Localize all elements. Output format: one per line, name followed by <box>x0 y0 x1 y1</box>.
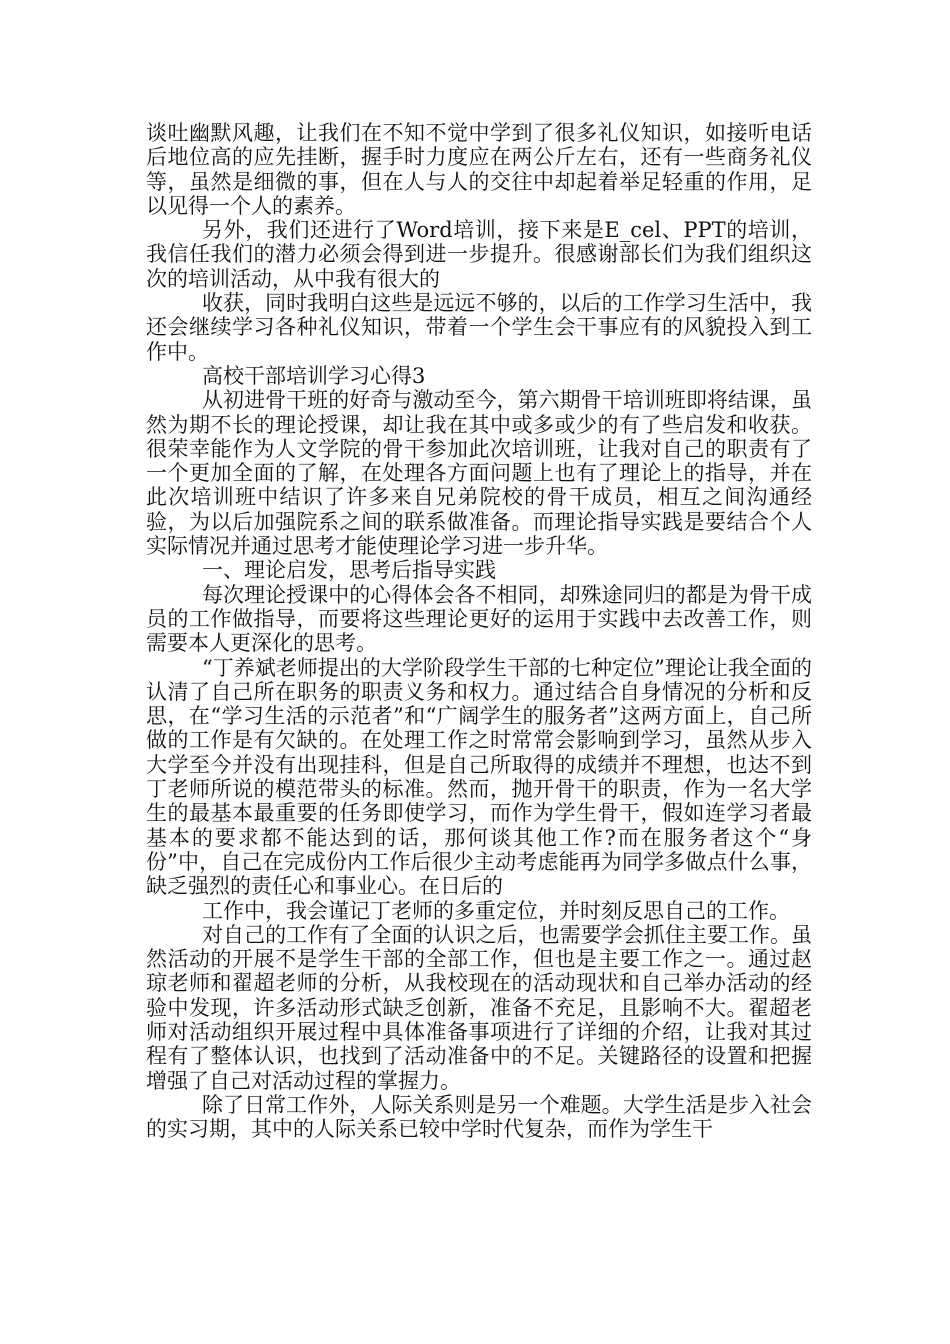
paragraph: 从初进骨干班的好奇与激动至今，第六期骨干培训班即将结课，虽然为期不长的理论授课，却让我在其中或多或少的有了些启发和收获。很荣幸能作为人文学院的骨干参加此次培训班，让我对自己的职责有了一个更加全面的了解，在处理各方面问题上也有了理论上的指导，并在此次培训班中结识了许多来自兄弟院校的骨干成员，相互之间沟通经验，为以后加强院系之间的联系做准备。而理论指导实践是要结合个人实际情况并通过思考才能使理论学习进一步升华。 <box>146 388 812 559</box>
paragraph: 除了日常工作外，人际关系则是另一个难题。大学生活是步入社会的实习期，其中的人际关系已较中学时代复杂，而作为学生干 <box>146 1092 812 1142</box>
section-heading: 高校干部培训学习心得3 <box>202 363 426 388</box>
paragraph: 谈吐幽默风趣，让我们在不知不觉中学到了很多礼仪知识，如接听电话后地位高的应先挂断，握手时力度应在两公斤左右，还有一些商务礼仪等，虽然是细微的事，但在人与人的交往中却起着举足轻重的作用，足以见得一个人的素养。 <box>146 121 812 218</box>
subsection-heading: 一、理论启发，思考后指导实践 <box>202 558 496 583</box>
paragraph: “丁养斌老师提出的大学阶段学生干部的七种定位”理论让我全面的认清了自己所在职务的职责义务和权力。通过结合自身情况的分析和反思，在“学习生活的示范者”和“广阔学生的服务者”这两方面上，自己所做的工作是有欠缺的。在处理工作之时常常会影响到学习，虽然从步入大学至今并没有出现挂科，但是自己所取得的成绩并不理想，也达不到丁老师所说的模范带头的标准。然而，抛开骨干的职责，作为一名大学生的最基本最重要的任务即使学习，而作为学生骨干，假如连学习者最基本的要求都不能达到的话，那何谈其他工作?而在服务者这个“身份”中，自己在完成份内工作后很少主动考虑能再为同学多做点什么事，缺乏强烈的责任心和事业心。在日后的 <box>146 655 812 899</box>
paragraph: 每次理论授课中的心得体会各不相同，却殊途同归的都是为骨干成员的工作做指导，而要将这些理论更好的运用于实践中去改善工作，则需要本人更深化的思考。 <box>146 582 812 656</box>
paragraph: 另外，我们还进行了Word培训，接下来是E_cel、PPT的培训，我信任我们的潜力必须会得到进一步提升。很感谢部长们为我们组织这次的培训活动，从中我有很大的 <box>146 218 812 291</box>
paragraph: 对自己的工作有了全面的认识之后，也需要学会抓住主要工作。虽然活动的开展不是学生干部的全部工作，但也是主要工作之一。通过赵琼老师和翟超老师的分析，从我校现在的活动现状和自己举办活动的经验中发现，许多活动形式缺乏创新，准备不充足，且影响不大。翟超老师对活动组织开展过程中具体准备事项进行了详细的介绍，让我对其过程有了整体认识，也找到了活动准备中的不足。关键路径的设置和把握增强了自己对活动过程的掌握力。 <box>146 922 812 1093</box>
paragraph: 工作中，我会谨记丁老师的多重定位，并时刻反思自己的工作。 <box>202 898 790 923</box>
document-page <box>146 121 812 1141</box>
paragraph: 收获，同时我明白这些是远远不够的，以后的工作学习生活中，我还会继续学习各种礼仪知识，带着一个学生会干事应有的风貌投入到工作中。 <box>146 291 812 364</box>
